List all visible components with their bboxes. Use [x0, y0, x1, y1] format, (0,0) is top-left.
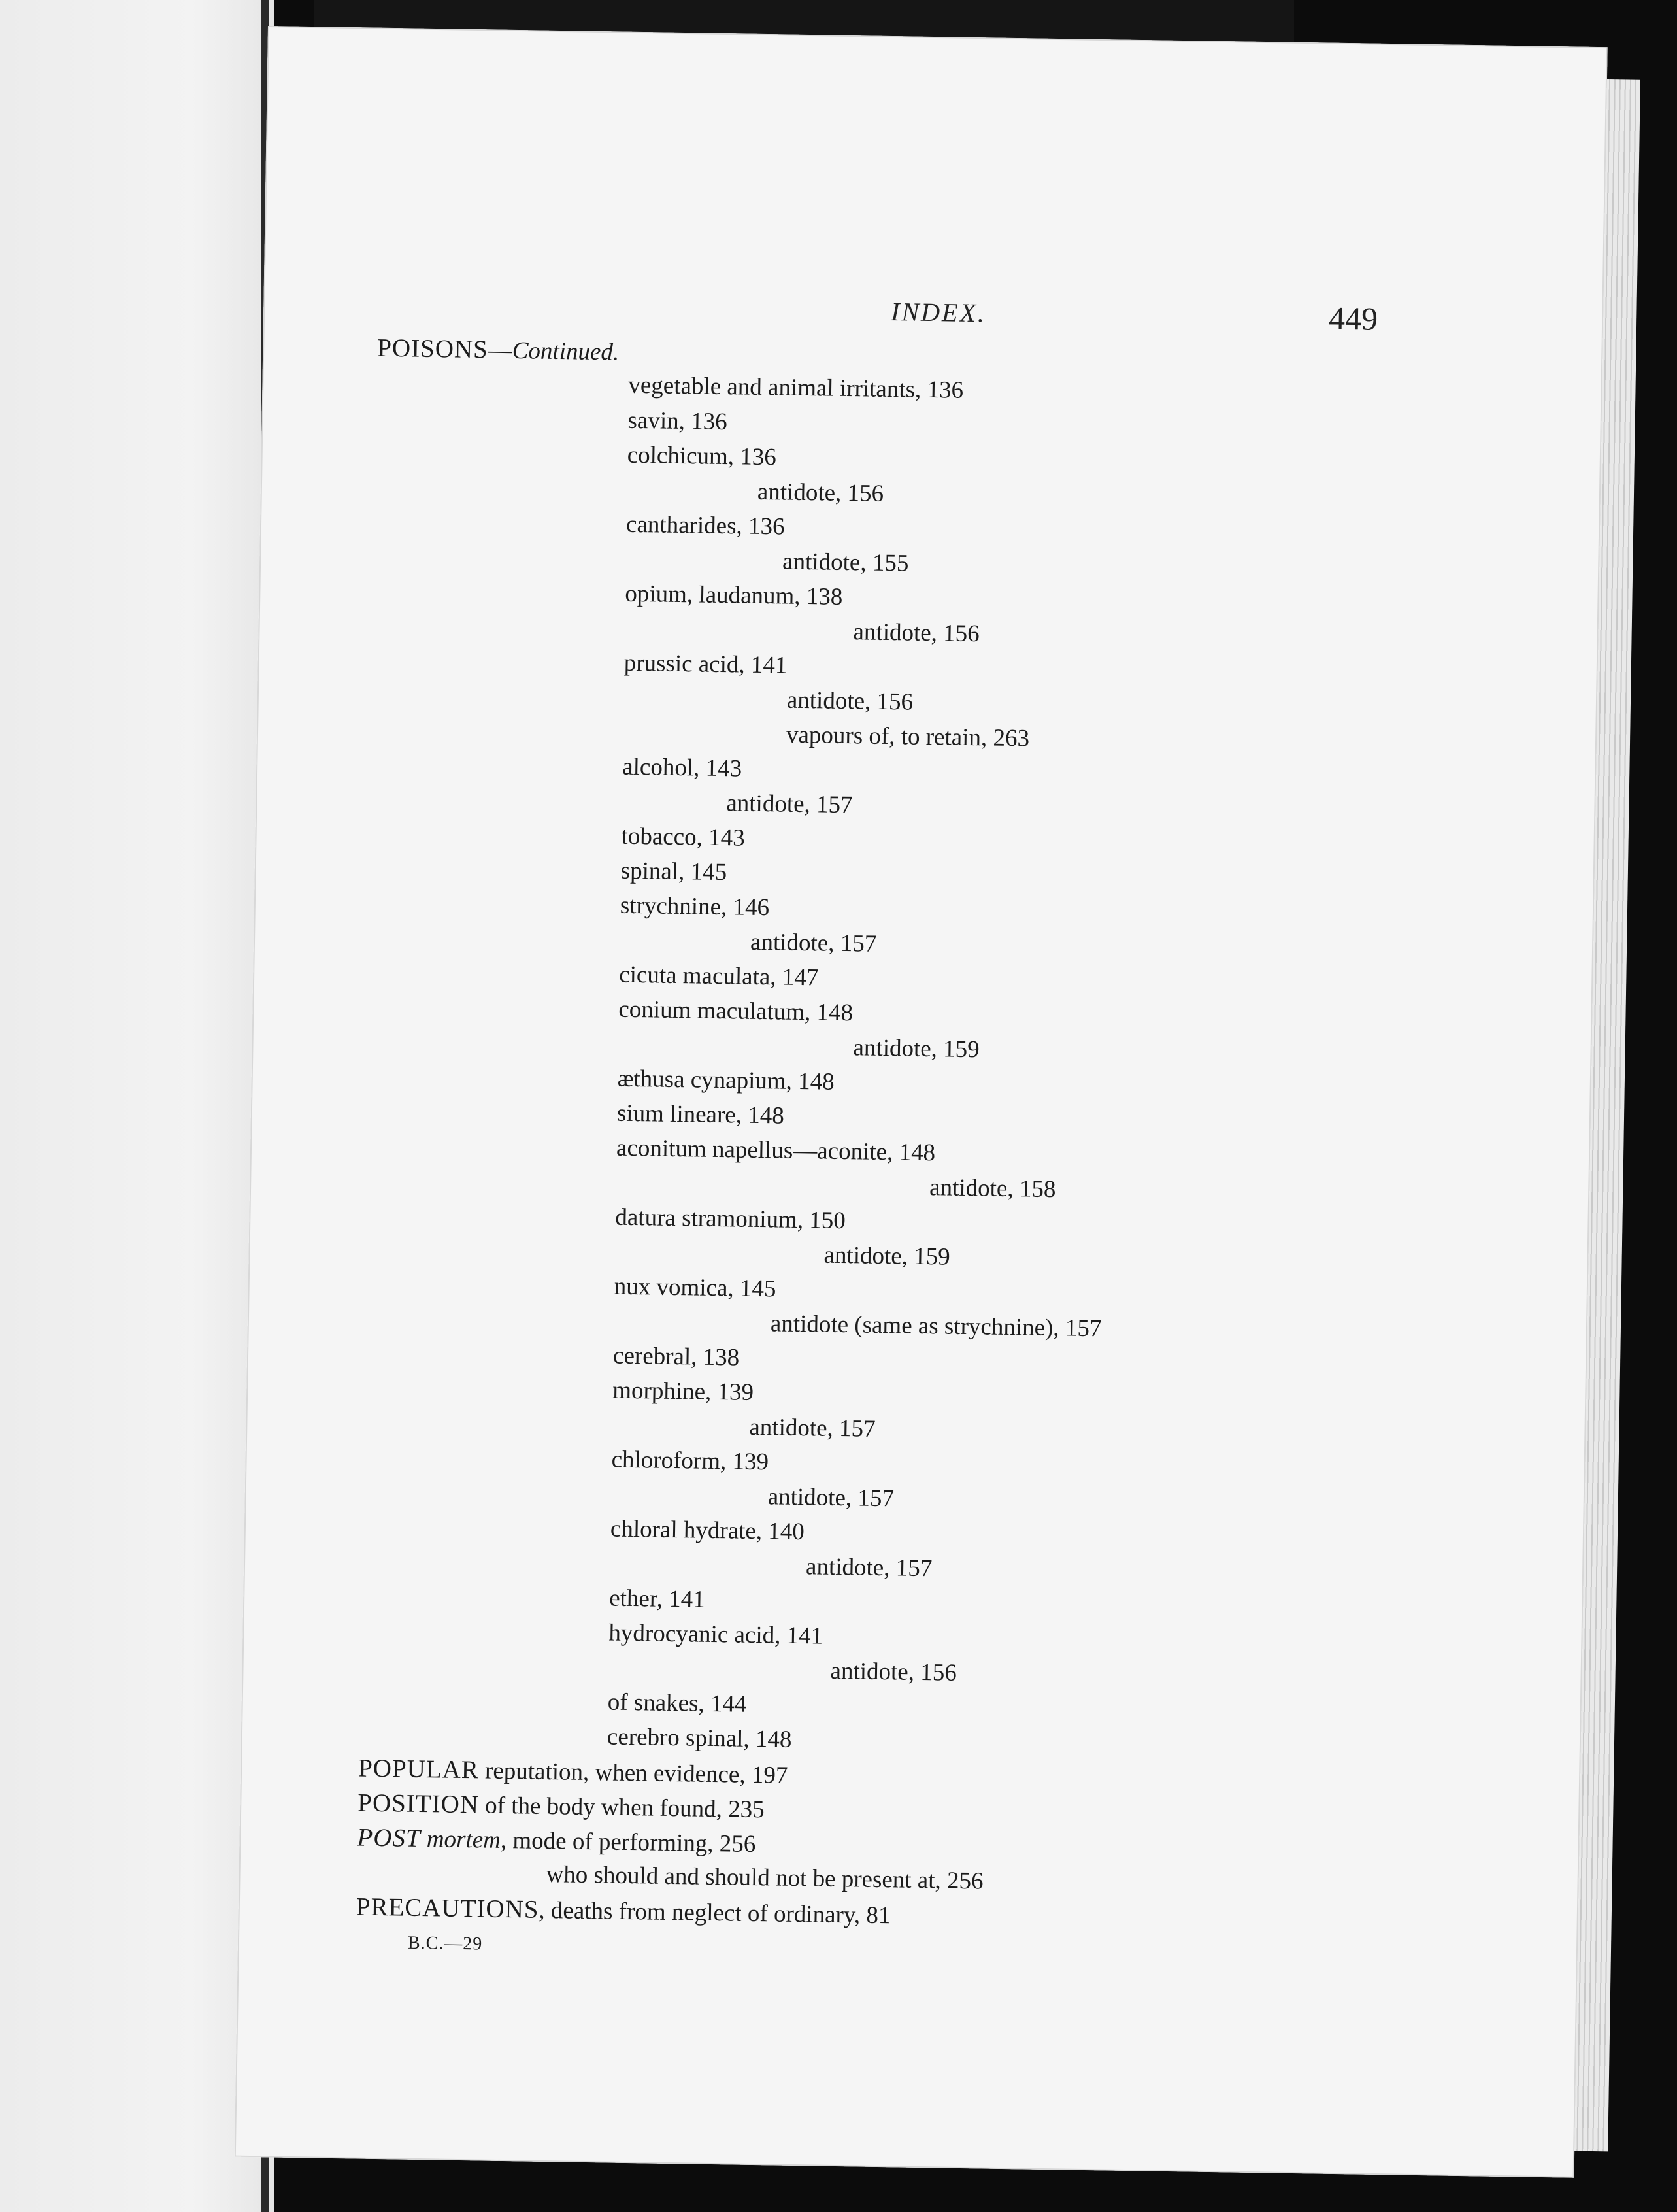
- index-subentry: strychnine, 146: [620, 892, 770, 922]
- index-subentry: of snakes, 144: [607, 1688, 747, 1718]
- index-subentry: ether, 141: [608, 1584, 706, 1613]
- index-entry-poisons: POISONS—Continued.: [376, 333, 620, 366]
- entry-heading: POISONS: [376, 333, 489, 364]
- index-entry-precautions: PRECAUTIONS, deaths from neglect of ordinary, 81: [356, 1892, 891, 1930]
- index-subentry: antidote, 157: [726, 790, 853, 819]
- index-subentry: antidote, 156: [853, 618, 980, 648]
- index-subentry: datura stramonium, 150: [615, 1203, 846, 1235]
- index-subentry: cerebral, 138: [612, 1342, 740, 1371]
- index-entry-popular: POPULAR reputation, when evidence, 197: [357, 1754, 788, 1789]
- page-number: 449: [1328, 299, 1378, 337]
- index-subentry: æthusa cynapium, 148: [617, 1065, 835, 1096]
- facing-page-edge: [0, 0, 274, 2212]
- index-subentry: nux vomica, 145: [614, 1273, 776, 1303]
- index-subentry: opium, laudanum, 138: [625, 580, 843, 611]
- index-subentry: antidote, 159: [823, 1241, 951, 1271]
- index-entry-post-mortem: POST mortem, mode of performing, 256: [357, 1823, 756, 1858]
- entry-heading: POST: [357, 1823, 422, 1853]
- signature-mark: B.C.—29: [407, 1932, 483, 1954]
- index-subentry: antidote, 156: [757, 478, 884, 507]
- index-subentry: spinal, 145: [620, 857, 727, 886]
- index-subentry: who should and should not be present at, 256: [546, 1861, 984, 1895]
- index-subentry: antidote, 156: [830, 1657, 957, 1686]
- index-subentry: alcohol, 143: [622, 753, 742, 782]
- index-subentry: antidote, 157: [805, 1553, 933, 1583]
- index-subentry: antidote, 157: [767, 1483, 895, 1513]
- index-subentry: colchicum, 136: [627, 441, 777, 471]
- index-page: [235, 26, 1608, 2178]
- index-subentry: vapours of, to retain, 263: [786, 721, 1030, 752]
- index-entry-position: POSITION of the body when found, 235: [357, 1788, 765, 1824]
- index-subentry: antidote, 159: [853, 1034, 980, 1064]
- index-subentry: hydrocyanic acid, 141: [608, 1619, 823, 1650]
- page-content: [235, 26, 1608, 2178]
- index-subentry: sium lineare, 148: [616, 1099, 785, 1130]
- index-subentry: cerebro spinal, 148: [606, 1723, 792, 1753]
- index-subentry: aconitum napellus—aconite, 148: [616, 1134, 936, 1167]
- entry-heading: POSITION: [357, 1788, 480, 1819]
- index-subentry: conium maculatum, 148: [618, 996, 854, 1027]
- index-subentry: cicuta maculata, 147: [618, 961, 819, 992]
- index-subentry: antidote, 157: [749, 1413, 876, 1443]
- index-subentry: chloroform, 139: [611, 1446, 769, 1476]
- index-subentry: antidote, 156: [786, 686, 914, 716]
- index-subentry: antidote, 155: [782, 548, 909, 577]
- index-subentry: morphine, 139: [612, 1377, 754, 1406]
- index-subentry: antidote, 157: [750, 928, 877, 958]
- entry-heading: PRECAUTIONS: [356, 1892, 539, 1924]
- index-subentry: antidote, 158: [929, 1174, 1056, 1203]
- running-head: INDEX.: [890, 297, 987, 328]
- index-subentry: prussic acid, 141: [623, 649, 788, 679]
- index-subentry: tobacco, 143: [621, 822, 745, 852]
- index-subentry: chloral hydrate, 140: [610, 1515, 805, 1546]
- index-subentry: vegetable and animal irritants, 136: [628, 371, 964, 404]
- index-subentry: antidote (same as strychnine), 157: [770, 1310, 1102, 1343]
- entry-heading: POPULAR: [357, 1754, 480, 1785]
- index-subentry: cantharides, 136: [625, 511, 785, 541]
- index-subentry: savin, 136: [627, 407, 728, 436]
